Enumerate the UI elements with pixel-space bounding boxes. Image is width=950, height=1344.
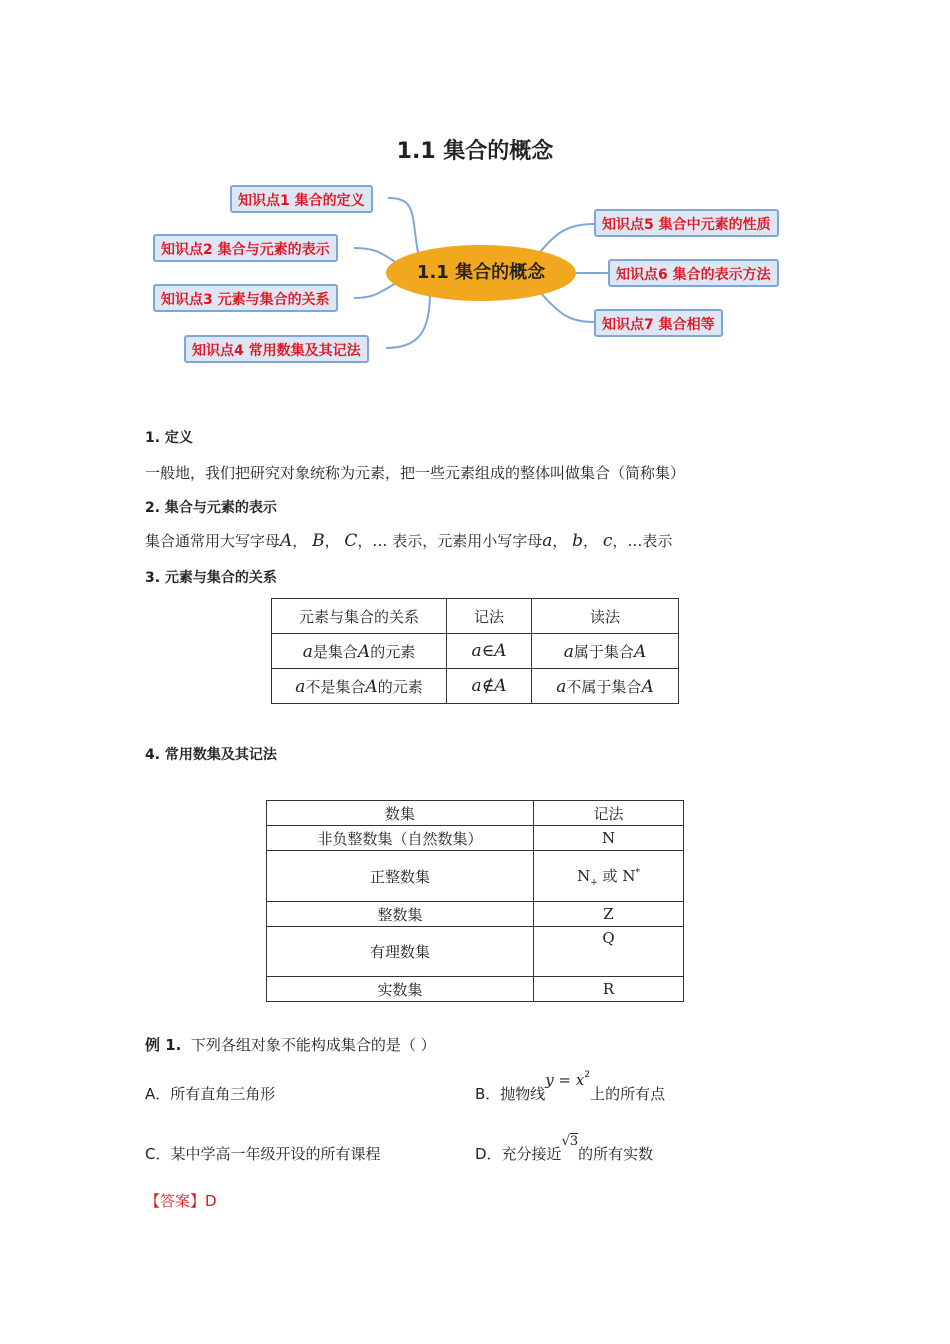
mindmap-node-3: 知识点3 元素与集合的关系 [153, 284, 338, 312]
table-header: 读法 [532, 599, 679, 634]
table-header-row [267, 801, 684, 826]
table-header: 元素与集合的关系 [272, 599, 447, 634]
table-header: 记法 [534, 801, 684, 826]
table-cell: a不属于集合A [532, 669, 679, 704]
table-cell: $N_+$ 或 N* [534, 851, 684, 902]
mindmap-node-6: 知识点6 集合的表示方法 [608, 259, 779, 287]
page-title: 1.1 集合的概念 [396, 139, 554, 164]
mindmap-center: 1.1 集合的概念 [386, 245, 576, 301]
option-d: D．充分接近√3的所有实数 [475, 1134, 654, 1163]
table-row [267, 902, 684, 927]
mindmap-node-2: 知识点2 集合与元素的表示 [153, 234, 338, 262]
example-question: 例 1. 下列各组对象不能构成集合的是（ ） [145, 1036, 436, 1054]
table-cell: 非负整数集（自然数集） [267, 826, 534, 851]
section-1-heading: 1. 定义 [145, 430, 193, 446]
branch-7 [540, 292, 594, 322]
table-row [272, 669, 679, 704]
table-cell: a∈A [447, 634, 532, 669]
table-header: 数集 [267, 801, 534, 826]
mindmap-node-4: 知识点4 常用数集及其记法 [184, 335, 369, 363]
section-1-text: 一般地，我们把研究对象统称为元素，把一些元素组成的整体叫做集合（简称集） [145, 464, 686, 482]
mindmap-node-5: 知识点5 集合中元素的性质 [594, 209, 779, 237]
table-row [272, 634, 679, 669]
branch-4 [386, 292, 430, 348]
table-cell: Z [534, 902, 684, 927]
table-row [267, 977, 684, 1002]
branch-5 [540, 224, 594, 252]
table-cell: R [534, 977, 684, 1002]
number-sets-table [266, 800, 684, 1002]
table-cell: a∉A [447, 669, 532, 704]
option-b: B．抛物线$y = x^2$上的所有点 [475, 1070, 666, 1103]
table-header: 记法 [447, 599, 532, 634]
option-a: A．所有直角三角形 [145, 1085, 276, 1103]
section-4-heading: 4. 常用数集及其记法 [145, 747, 277, 763]
mindmap-node-7: 知识点7 集合相等 [594, 309, 723, 337]
branch-3 [354, 282, 398, 298]
table-cell: a是集合A的元素 [272, 634, 447, 669]
mindmap-node-1: 知识点1 集合的定义 [230, 185, 373, 213]
table-cell: Q [534, 927, 684, 977]
relation-table [271, 598, 679, 704]
answer: 【答案】D [145, 1192, 217, 1210]
section-3-heading: 3. 元素与集合的关系 [145, 570, 277, 586]
table-cell: 整数集 [267, 902, 534, 927]
section-2-heading: 2. 集合与元素的表示 [145, 500, 277, 516]
table-cell: a属于集合A [532, 634, 679, 669]
table-cell: 有理数集 [267, 927, 534, 977]
table-cell: 正整数集 [267, 851, 534, 902]
table-cell: 实数集 [267, 977, 534, 1002]
table-cell: a不是集合A的元素 [272, 669, 447, 704]
table-cell: N [534, 826, 684, 851]
section-2-text: 集合通常用大写字母A， B， C，… 表示，元素用小写字母a， b， c，…表示 [145, 531, 673, 551]
table-row [267, 826, 684, 851]
table-row [267, 851, 684, 902]
table-row [267, 927, 684, 977]
table-header-row [272, 599, 679, 634]
option-c: C．某中学高一年级开设的所有课程 [145, 1145, 381, 1163]
